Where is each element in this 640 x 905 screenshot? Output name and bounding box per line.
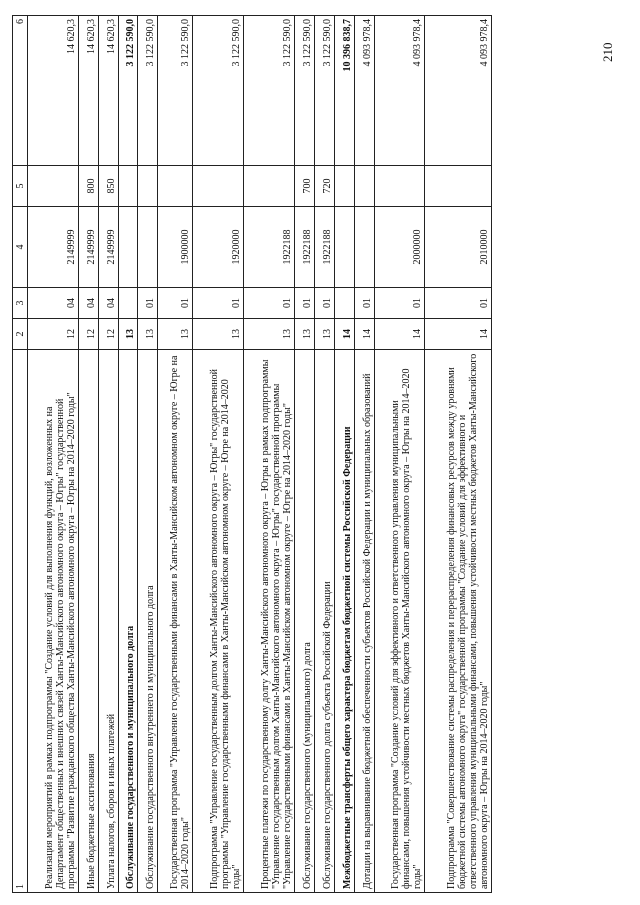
row-amount: 3 122 590,0 xyxy=(315,16,335,166)
row-section: 13 xyxy=(315,319,335,350)
row-subsection: 01 xyxy=(138,288,158,319)
row-target-article: 2149999 xyxy=(98,207,118,288)
row-target-article: 1920000 xyxy=(193,207,244,288)
row-expense-type xyxy=(138,166,158,207)
row-subsection: 01 xyxy=(425,288,492,319)
header-col-6: 6 xyxy=(13,16,28,166)
row-subsection: 04 xyxy=(98,288,118,319)
header-col-4: 4 xyxy=(13,207,28,288)
table-row xyxy=(425,16,492,893)
row-name: Подпрограмма "Совершенствование системы распределения и перераспределения финансовых ресурсов между уровнями бюджетной системы автономного округа" государственной программы "Создание условий для эффективного и ответственного управления муниципальными финансами, повышения устойчивости местных бюджетов Ханты-Мансийского автономного округа – Югры на 2014–2020 годы" xyxy=(425,350,492,893)
row-name: Уплата налогов, сборов и иных платежей xyxy=(98,350,118,893)
header-col-5: 5 xyxy=(13,166,28,207)
row-target-article xyxy=(334,207,354,288)
row-section: 12 xyxy=(28,319,79,350)
row-expense-type xyxy=(334,166,354,207)
row-section: 13 xyxy=(118,319,138,350)
header-row xyxy=(13,16,28,893)
row-expense-type xyxy=(374,166,425,207)
row-section: 14 xyxy=(334,319,354,350)
row-target-article: 2149999 xyxy=(28,207,79,288)
table-row xyxy=(244,16,295,893)
row-section: 14 xyxy=(374,319,425,350)
row-amount: 4 093 978,4 xyxy=(425,16,492,166)
row-expense-type: 850 xyxy=(98,166,118,207)
header-col-2: 2 xyxy=(13,319,28,350)
row-amount: 3 122 590,0 xyxy=(193,16,244,166)
table-row xyxy=(354,16,374,893)
table-row xyxy=(138,16,158,893)
row-subsection: 01 xyxy=(295,288,315,319)
row-amount: 10 396 838,7 xyxy=(334,16,354,166)
table-row xyxy=(118,16,138,893)
row-expense-type: 700 xyxy=(295,166,315,207)
row-name: Подпрограмма "Управление государственным долгом Ханты-Мансийского автономного округа – Югры" государственной программы "Управление государственными финансами в Ханты-Мансийском автономном округе – Югре на 2014–2020 годы" xyxy=(193,350,244,893)
row-name: Обслуживание государственного долга субъекта Российской Федерации xyxy=(315,350,335,893)
row-amount: 3 122 590,0 xyxy=(138,16,158,166)
row-name: Межбюджетные трансферты общего характера бюджетам бюджетной системы Российской Федерации xyxy=(334,350,354,893)
row-name: Обслуживание государственного внутреннего и муниципального долга xyxy=(138,350,158,893)
row-name: Иные бюджетные ассигнования xyxy=(78,350,98,893)
table-row xyxy=(334,16,354,893)
row-expense-type xyxy=(354,166,374,207)
row-section: 13 xyxy=(138,319,158,350)
row-subsection: 04 xyxy=(78,288,98,319)
page-number: 210 xyxy=(600,42,615,62)
row-amount: 14 620,3 xyxy=(78,16,98,166)
row-subsection xyxy=(118,288,138,319)
row-target-article: 2149999 xyxy=(78,207,98,288)
row-target-article xyxy=(354,207,374,288)
row-name: Процентные платежи по государственному долгу Ханты-Мансийского автономного округа – Югры в рамках подпрограммы "Управление государственным долгом Ханты-Мансийского автономного округа – Югры" государственной программы "Управление государственными финансами в Ханты-Мансийском автономном округе – Югре на 2014–2020 годы" xyxy=(244,350,295,893)
table-row xyxy=(374,16,425,893)
header-col-1: 1 xyxy=(13,350,28,893)
row-name: Дотации на выравнивание бюджетной обеспеченности субъектов Российской Федерации и муниципальных образований xyxy=(354,350,374,893)
row-expense-type xyxy=(28,166,79,207)
row-name: Обслуживание государственного и муниципального долга xyxy=(118,350,138,893)
row-expense-type xyxy=(244,166,295,207)
row-name: Обслуживание государственного (муниципального) долга xyxy=(295,350,315,893)
row-section: 13 xyxy=(193,319,244,350)
row-target-article: 1900000 xyxy=(158,207,193,288)
row-target-article: 1922188 xyxy=(244,207,295,288)
row-name: Государственная программа "Создание условий для эффективного и ответственного управления муниципальными финансами, повышения устойчивости местных бюджетов Ханты-Мансийского автономного округа – Югры на 2014–2020 годы" xyxy=(374,350,425,893)
row-subsection: 01 xyxy=(193,288,244,319)
table-body xyxy=(28,16,492,893)
row-expense-type xyxy=(158,166,193,207)
row-subsection xyxy=(334,288,354,319)
row-expense-type xyxy=(425,166,492,207)
row-amount: 14 620,3 xyxy=(98,16,118,166)
row-subsection: 01 xyxy=(315,288,335,319)
row-subsection: 01 xyxy=(158,288,193,319)
row-target-article: 1922188 xyxy=(315,207,335,288)
row-name: Реализация мероприятий в рамках подпрограммы "Создание условий для выполнения функций, возложенных на Департамент общественных и внешних связей Ханты-Мансийского автономного округа – Югры" государственной программы "Развитие гражданского общества Ханты-Мансийского автономного округа – Югры на 2014–2020 годы" xyxy=(28,350,79,893)
row-section: 12 xyxy=(98,319,118,350)
row-section: 13 xyxy=(158,319,193,350)
row-target-article: 1922188 xyxy=(295,207,315,288)
row-section: 12 xyxy=(78,319,98,350)
row-section: 14 xyxy=(354,319,374,350)
table-row xyxy=(295,16,315,893)
row-target-article xyxy=(118,207,138,288)
row-name: Государственная программа "Управление государственными финансами в Ханты-Мансийском автономном округе – Югре на 2014–2020 годы" xyxy=(158,350,193,893)
row-section: 13 xyxy=(295,319,315,350)
row-subsection: 01 xyxy=(244,288,295,319)
row-expense-type: 720 xyxy=(315,166,335,207)
row-target-article: 2010000 xyxy=(425,207,492,288)
row-subsection: 01 xyxy=(374,288,425,319)
row-amount: 3 122 590,0 xyxy=(158,16,193,166)
row-amount: 4 093 978,4 xyxy=(374,16,425,166)
rotated-table-wrapper xyxy=(12,19,492,893)
table-row xyxy=(78,16,98,893)
row-expense-type xyxy=(193,166,244,207)
row-target-article xyxy=(138,207,158,288)
table-row xyxy=(28,16,79,893)
row-amount: 3 122 590,0 xyxy=(118,16,138,166)
row-amount: 3 122 590,0 xyxy=(295,16,315,166)
row-amount: 4 093 978,4 xyxy=(354,16,374,166)
table-row xyxy=(98,16,118,893)
row-subsection: 04 xyxy=(28,288,79,319)
row-expense-type: 800 xyxy=(78,166,98,207)
row-amount: 3 122 590,0 xyxy=(244,16,295,166)
row-expense-type xyxy=(118,166,138,207)
row-section: 13 xyxy=(244,319,295,350)
row-amount: 14 620,3 xyxy=(28,16,79,166)
row-section: 14 xyxy=(425,319,492,350)
header-col-3: 3 xyxy=(13,288,28,319)
table-row xyxy=(315,16,335,893)
table-row xyxy=(193,16,244,893)
row-target-article: 2000000 xyxy=(374,207,425,288)
row-subsection: 01 xyxy=(354,288,374,319)
table-row xyxy=(158,16,193,893)
budget-table xyxy=(12,15,492,893)
